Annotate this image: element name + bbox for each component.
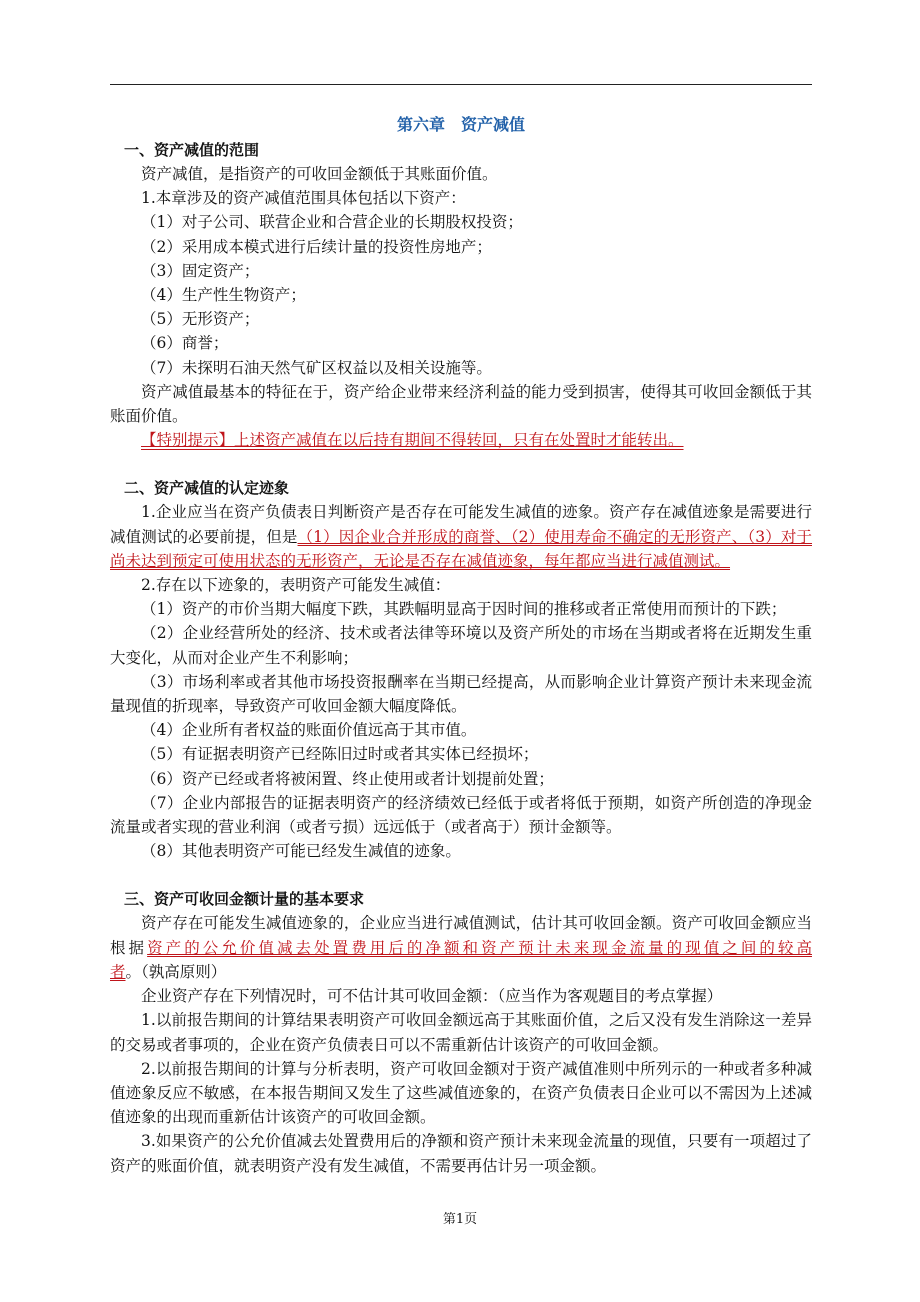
s2-paragraph-1 — [110, 500, 812, 573]
s2-p1-text: 1.企业应当在资产负债表日判断资产是否存在可能发生减值的迹象。资产存在减值迹象是需要进行减值测试的必要前提，但是 — [110, 503, 812, 546]
s1-definition: 资产减值，是指资产的可收回金额低于其账面价值。 — [141, 165, 498, 183]
s2-paragraph-2: 2.存在以下迹象的，表明资产可能发生减值： — [141, 576, 451, 595]
s2-item: （2）企业经营所处的经济、技术或者法律等环境以及资产所处的市场在当期或者将在近期发生重大变化，从而对企业产生不利影响； — [110, 624, 812, 667]
s1-item: （2）采用成本模式进行后续计量的投资性房地产； — [141, 237, 492, 256]
document-page — [110, 112, 812, 1178]
s2-item: （3）市场利率或者其他市场投资报酬率在当期已经提高，从而影响企业计算资产预计未来现金流量现值的折现率，导致资产可收回金额大幅度降低。 — [110, 672, 812, 716]
s2-item: （5）有证据表明资产已经陈旧过时或者其实体已经损坏； — [141, 745, 539, 764]
s3-paragraph-1 — [110, 911, 812, 984]
s3-paragraph-2: 企业资产存在下列情况时，可不估计其可收回金额：（应当作为客观题目的考点掌握） — [141, 987, 723, 1006]
s3-p1-tail: 。（孰高原则） — [125, 962, 227, 981]
section-1-heading: 一、资产减值的范围 — [124, 141, 260, 159]
s1-item: （4）生产性生物资产； — [141, 286, 306, 305]
chapter-name: 资产减值 — [461, 115, 526, 134]
chapter-number: 第六章 — [396, 115, 445, 134]
s1-item: （3）固定资产； — [141, 261, 260, 280]
chapter-title — [110, 112, 812, 138]
section-gap — [110, 452, 812, 476]
special-tip-text: 【特别提示】上述资产减值在以后持有期间不得转回，只有在处置时才能转出。 — [141, 431, 684, 450]
s1-item: （1）对子公司、联营企业和合营企业的长期股权投资； — [141, 213, 523, 232]
header-rule — [110, 84, 812, 85]
section-gap — [110, 863, 812, 887]
s3-item: 3.如果资产的公允价值减去处置费用后的净额和资产预计未来现金流量的现值，只要有一项超过了资产的账面价值，就表明资产没有发生减值，不需要再估计另一项金额。 — [110, 1132, 812, 1175]
s1-item: （6）商誉； — [141, 334, 229, 353]
s2-p1-highlight: （1）因企业合并形成的商誉、（2）使用寿命不确定的无形资产、（3）对于尚未达到预定可使用状态的无形资产，无论是否存在减值迹象，每年都应当进行减值测试。 — [110, 527, 812, 570]
s1-item: （5）无形资产； — [141, 310, 260, 329]
s3-p1-highlight: 资产的公允价值减去处置费用后的净额和资产预计未来现金流量的现值之间的较高者 — [110, 938, 812, 981]
s2-item: （6）资产已经或者将被闲置、终止使用或者计划提前处置； — [141, 769, 554, 788]
s1-item: （7）未探明石油天然气矿区权益以及相关设施等。 — [141, 358, 492, 377]
s2-item: （1）资产的市价当期大幅度下跌，其跌幅明显高于因时间的推移或者正常使用而预计的下跌； — [141, 600, 787, 619]
s2-item: （4）企业所有者权益的账面价值远高于其市值。 — [141, 721, 477, 740]
s2-item: （7）企业内部报告的证据表明资产的经济绩效已经低于或者将低于预期，如资产所创造的净现金流量或者实现的营业利润（或者亏损）远远低于（或者高于）预计金额等。 — [110, 793, 812, 837]
s3-item: 2.以前报告期间的计算与分析表明，资产可收回金额对于资产减值准则中所列示的一种或者多种减值迹象反应不敏感，在本报告期间又发生了这些减值迹象的，在资产负债表日企业可以不需因为上述减值迹象的出现而重新估计该资产的可收回金额。 — [110, 1059, 812, 1127]
section-2-heading: 二、资产减值的认定迹象 — [124, 479, 290, 498]
s2-item: （8）其他表明资产可能已经发生减值的迹象。 — [141, 842, 461, 861]
s1-feature: 资产减值最基本的特征在于，资产给企业带来经济利益的能力受到损害，使得其可收回金额低于其账面价值。 — [110, 382, 812, 426]
s3-p1-text: 资产存在可能发生减值迹象的，企业应当进行减值测试，估计其可收回金额。资产可收回金额应当根据 — [110, 914, 812, 957]
s1-special-tip — [110, 428, 812, 452]
s3-item: 1.以前报告期间的计算结果表明资产可收回金额远高于其账面价值，之后又没有发生消除这一差异的交易或者事项的，企业在资产负债表日可以不需重新估计该资产的可收回金额。 — [110, 1011, 812, 1054]
page-footer: 第1页 — [442, 1212, 478, 1227]
s1-intro: 1.本章涉及的资产减值范围具体包括以下资产： — [141, 189, 466, 208]
section-3-heading: 三、资产可收回金额计量的基本要求 — [124, 890, 365, 909]
